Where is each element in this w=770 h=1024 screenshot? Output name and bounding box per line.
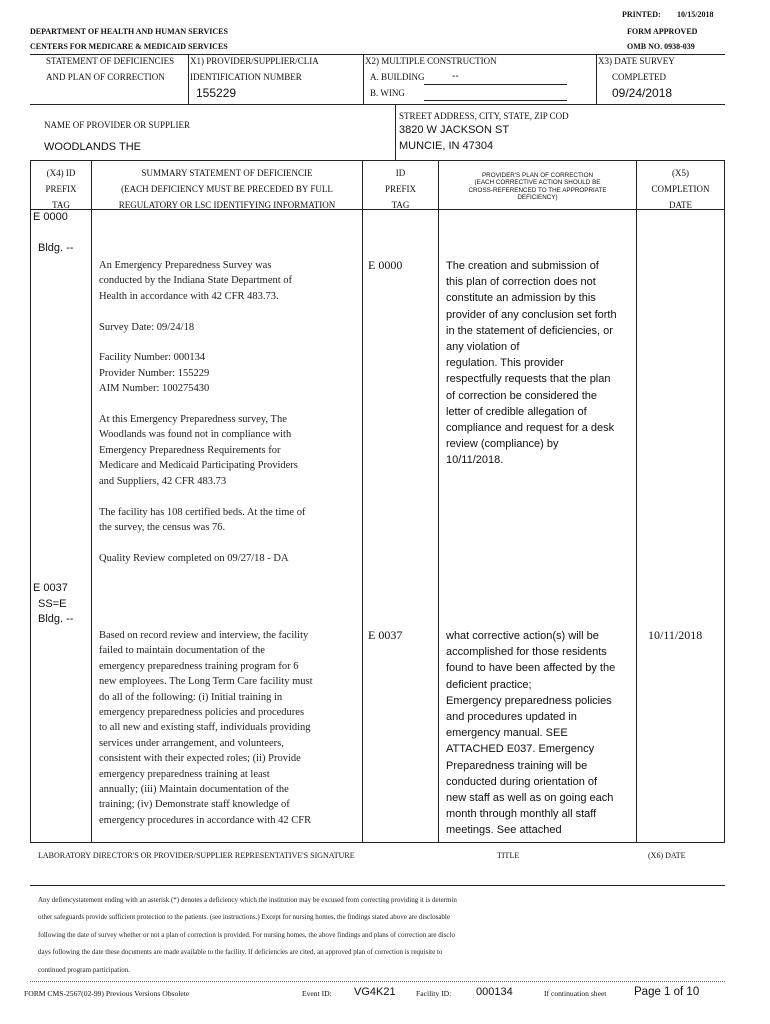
- e0000-summary-line: [99, 335, 359, 350]
- disclaimer-text: [38, 892, 728, 979]
- event-id-label: Event ID:: [302, 989, 332, 998]
- x5-header: (X5) COMPLETION DATE: [651, 168, 710, 210]
- x3-label-1: X3) DATE SURVEY: [598, 56, 675, 66]
- plan-header: PROVIDER'S PLAN OF CORRECTION (EACH CORRECTIVE ACTION SHOULD BE CROSS-REFERENCED TO THE APPROPRIATE DEFICIENCY): [468, 172, 607, 202]
- e0037-plan-line: accomplished for those residents: [446, 646, 607, 659]
- provider-name-label: NAME OF PROVIDER OR SUPPLIER: [44, 120, 191, 130]
- e0037-summary-line: Based on record review and interview, the facility: [99, 630, 309, 641]
- summary-header: SUMMARY STATEMENT OF DEFICIENCIE (EACH DEFICIENCY MUST BE PRECEDED BY FULL REGULATORY OR LSC IDENTIFYING INFORMATION: [118, 168, 336, 210]
- dept-name: DEPARTMENT OF HEALTH AND HUMAN SERVICES: [30, 27, 228, 36]
- statement-label-1: STATEMENT OF DEFICIENCIES: [46, 56, 175, 66]
- e0000-summary-line: The facility has 108 certified beds. At the time of: [99, 506, 306, 518]
- address-label: STREET ADDRESS, CITY, STATE, ZIP COD: [399, 111, 569, 121]
- x6-date-label: (X6) DATE: [648, 851, 686, 860]
- e0037-summary: [99, 628, 359, 828]
- e0037-plan-line: Preparedness training will be: [446, 759, 588, 772]
- e0037-summary-line: to all new and existing staff, individuals providing: [99, 722, 311, 734]
- address-line-1: 3820 W JACKSON ST: [399, 124, 510, 136]
- wing-label: B. WING: [370, 88, 405, 98]
- e0037-summary-line: emergency preparedness policies and procedures: [99, 707, 305, 719]
- address-line-2: MUNCIE, IN 47304: [399, 140, 494, 152]
- e0037-plan: [446, 628, 634, 839]
- provider-id-number: 155229: [196, 86, 237, 100]
- e0000-summary-line: Quality Review completed on 09/27/18 - DA: [99, 552, 289, 564]
- centers-name: CENTERS FOR MEDICARE & MEDICAID SERVICES: [30, 42, 228, 51]
- survey-completed-date: 09/24/2018: [612, 86, 673, 100]
- statement-label-2: AND PLAN OF CORRECTION: [46, 72, 165, 82]
- form-approved: FORM APPROVED: [627, 27, 698, 36]
- id-header: ID PREFIX TAG: [384, 168, 416, 210]
- e0037-summary-line: emergency preparedness training program for 6: [99, 660, 299, 672]
- title-label: TITLE: [497, 851, 520, 860]
- e0000-summary-line: Survey Date: 09/24/18: [99, 321, 195, 333]
- e0000-plan-line: any violation of: [446, 341, 520, 354]
- e0037-plan-line: emergency manual. SEE: [446, 727, 568, 740]
- e0000-summary-line: Emergency Preparedness Requirements for: [99, 444, 281, 456]
- e0000-summary-line: Provider Number: 155229: [99, 367, 210, 379]
- e0000-plan-line: respectfully requests that the plan: [446, 373, 611, 386]
- printed-date: 10/15/2018: [677, 10, 714, 19]
- form-number: FORM CMS-2567(02-99) Previous Versions Obsolete: [24, 989, 190, 998]
- e0037-summary-line: emergency procedures in accordance with 42 CFR: [99, 814, 312, 826]
- e0000-tag: E 0000: [33, 211, 68, 223]
- provider-name: WOODLANDS THE: [44, 141, 141, 153]
- e0000-summary-line: Health in accordance with 42 CFR 483.73.: [99, 290, 279, 302]
- e0037-tag: E 0037: [33, 582, 68, 594]
- disclaimer-line: other safeguards provide sufficient protection to the patients. (see instructions.) Except for nursing homes, the findings stated above are disclosable: [38, 913, 450, 922]
- omb-number: OMB NO. 0938-039: [627, 42, 695, 51]
- e0000-bldg: Bldg. --: [38, 242, 74, 254]
- e0000-summary-line: Medicare and Medicaid Participating Providers: [99, 460, 298, 472]
- e0000-summary-line: Woodlands was found not in compliance with: [99, 429, 292, 441]
- e0037-bldg: Bldg. --: [38, 613, 74, 625]
- e0000-plan-line: letter of credible allegation of: [446, 405, 587, 418]
- x3-label-2: COMPLETED: [612, 72, 666, 82]
- e0000-summary-line: and Suppliers, 42 CFR 483.73: [99, 475, 227, 487]
- e0037-id-tag: E 0037: [368, 628, 403, 642]
- e0037-summary-line: do all of the following: (i) Initial training in: [99, 691, 283, 703]
- e0000-summary-line: [99, 535, 359, 550]
- e0037-summary-line: services under arrangement, and volunteers,: [99, 737, 284, 749]
- x2-label: X2) MULTIPLE CONSTRUCTION: [365, 56, 497, 66]
- e0037-plan-line: and procedures updated in: [446, 711, 577, 724]
- e0000-plan: [446, 258, 634, 469]
- e0000-summary: [99, 258, 359, 566]
- e0000-summary-line: At this Emergency Preparedness survey, The: [99, 414, 287, 426]
- e0000-plan-line: The creation and submission of: [446, 260, 599, 272]
- event-id: VG4K21: [354, 986, 396, 998]
- e0000-plan-line: review (compliance) by: [446, 438, 559, 451]
- x4-header: (X4) ID PREFIX TAG: [45, 168, 77, 210]
- e0037-plan-line: deficient practice;: [446, 678, 532, 691]
- signature-label: LABORATORY DIRECTOR'S OR PROVIDER/SUPPLIER REPRESENTATIVE'S SIGNATURE: [38, 851, 355, 860]
- e0037-summary-line: emergency preparedness training at least: [99, 768, 270, 780]
- e0000-plan-line: in the statement of deficiencies, or: [446, 324, 613, 337]
- e0000-summary-line: [99, 489, 359, 504]
- building-label: A. BUILDING: [370, 72, 425, 82]
- e0000-plan-line: of correction be considered the: [446, 389, 598, 402]
- e0000-summary-line: Facility Number: 000134: [99, 352, 206, 364]
- facility-id: 000134: [476, 986, 513, 998]
- e0037-summary-line: failed to maintain documentation of the: [99, 645, 265, 657]
- x1-label-1: X1) PROVIDER/SUPPLIER/CLIA: [190, 56, 319, 66]
- e0000-summary-line: conducted by the Indiana State Department of: [99, 275, 293, 287]
- e0037-plan-line: found to have been affected by the: [446, 662, 616, 675]
- e0037-plan-line: month through monthly all staff: [446, 808, 597, 821]
- e0000-plan-line: provider of any conclusion set forth: [446, 308, 617, 321]
- page-number: Page 1 of 10: [634, 986, 700, 998]
- e0000-plan-line: compliance and request for a desk: [446, 422, 615, 435]
- disclaimer-line: following the date of survey whether or not a plan of correction is provided. For nursing homes, the above findings and plans of correction are disclo: [38, 930, 455, 939]
- e0000-plan-line: constitute an admission by this: [446, 292, 596, 305]
- footer-divider: [30, 981, 725, 982]
- e0000-plan-line: this plan of correction does not: [446, 276, 596, 289]
- e0000-plan-line: 10/11/2018.: [446, 454, 504, 467]
- e0000-id-tag: E 0000: [368, 258, 403, 272]
- disclaimer-line: continued program participation.: [38, 965, 130, 974]
- e0037-plan-line: Emergency preparedness policies: [446, 694, 612, 707]
- e0000-summary-line: An Emergency Preparedness Survey was: [99, 260, 272, 271]
- disclaimer-line: Any defiencystatement ending with an asterisk (*) denotes a deficiency which the institution may be excused from correcting providing it is determin: [38, 896, 457, 904]
- e0000-summary-line: [99, 304, 359, 319]
- e0000-plan-line: regulation. This provider: [446, 357, 564, 370]
- e0037-completion-date: 10/11/2018: [648, 628, 703, 642]
- e0037-plan-line: meetings. See attached: [446, 824, 562, 837]
- continuation-label: If continuation sheet: [544, 989, 607, 998]
- e0037-summary-line: annually; (iii) Maintain documentation of the: [99, 784, 289, 796]
- facility-id-label: Facility ID:: [416, 989, 452, 998]
- e0037-plan-line: new staff as well as on going each: [446, 792, 614, 805]
- e0000-summary-line: the survey, the census was 76.: [99, 521, 226, 533]
- e0000-summary-line: AIM Number: 100275430: [99, 383, 210, 395]
- x1-label-2: IDENTIFICATION NUMBER: [190, 72, 302, 82]
- printed-label: PRINTED:: [622, 10, 661, 19]
- e0037-summary-line: training; (iv) Demonstrate staff knowledge of: [99, 799, 290, 811]
- disclaimer-line: days following the date these documents are made available to the facility. If deficiencies are cited, an approved plan of correction is requisite to: [38, 948, 443, 957]
- e0037-plan-line: ATTACHED E037. Emergency: [446, 743, 595, 756]
- e0037-ss: SS=E: [38, 598, 67, 610]
- e0037-summary-line: new employees. The Long Term Care facility must: [99, 676, 313, 688]
- e0000-summary-line: [99, 397, 359, 412]
- building-value: --: [452, 71, 459, 82]
- e0037-summary-line: consistent with their expected roles; (ii) Provide: [99, 753, 301, 765]
- e0037-plan-line: conducted during orientation of: [446, 775, 598, 788]
- e0037-plan-line: what corrective action(s) will be: [446, 630, 599, 642]
